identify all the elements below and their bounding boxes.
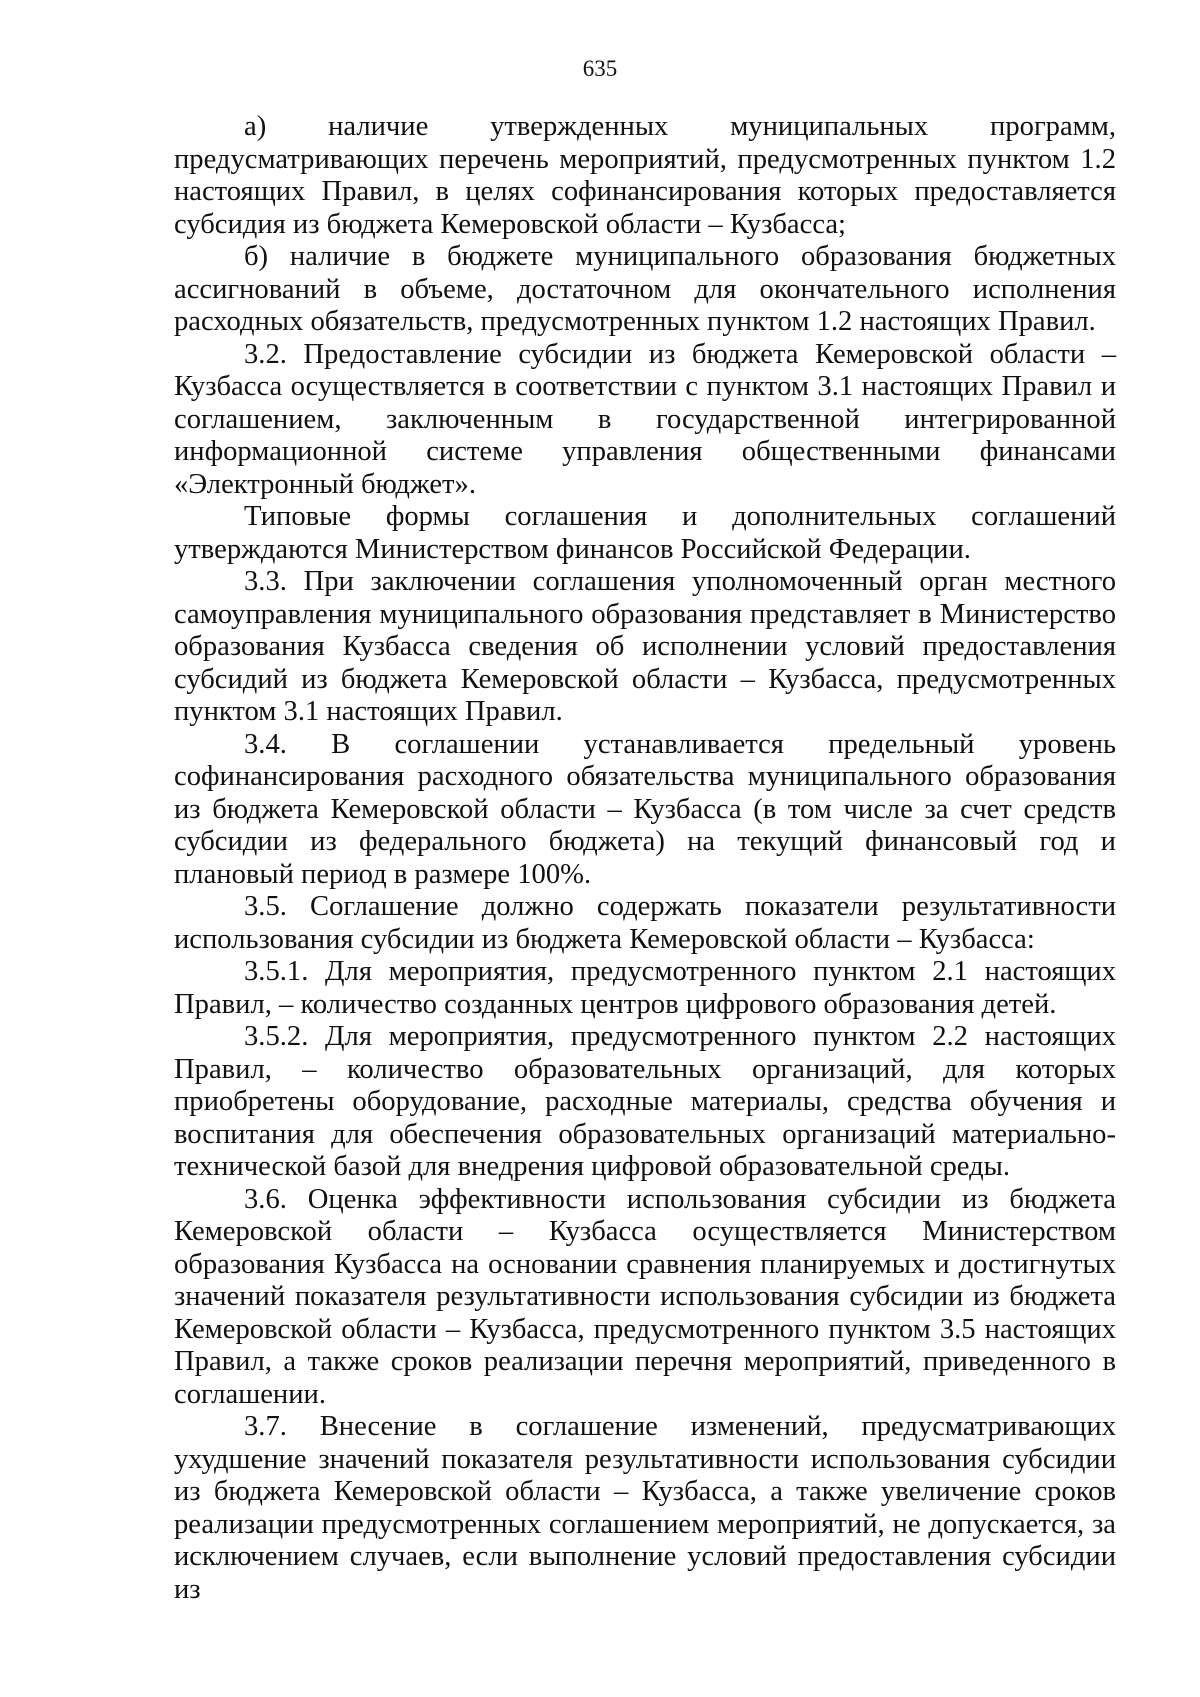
paragraph-3-6: 3.6. Оценка эффективности использования субсидии из бюджета Кемеровской области – Кузбасса осуществляется Министерством образования Кузбасса на основании сравнения планируемых и достигнутых значений показателя результативности использования субсидии из бюджета Кемеровской области – Кузбасса, предусмотренного пунктом 3.5 настоящих Правил, а также сроков реализации перечня мероприятий, приведенного в соглашении.	[174, 1183, 1116, 1410]
paragraph-3-5-2: 3.5.2. Для мероприятия, предусмотренного пунктом 2.2 настоящих Правил, – количество образовательных организаций, для которых приобретены оборудование, расходные материалы, средства обучения и воспитания для обеспечения образовательных организаций материально-технической базой для внедрения цифровой образовательной среды.	[174, 1021, 1116, 1182]
paragraph-3-5-1: 3.5.1. Для мероприятия, предусмотренного пунктом 2.1 настоящих Правил, – количество созданных центров цифрового образования детей.	[174, 956, 1116, 1020]
paragraph-3-7: 3.7. Внесение в соглашение изменений, предусматривающих ухудшение значений показателя результативности использования субсидии из бюджета Кемеровской области – Кузбасса, а также увеличение сроков реализации предусмотренных соглашением мероприятий, не допускается, за исключением случаев, если выполнение условий предоставления субсидии из	[174, 1411, 1116, 1605]
paragraph-3-2: 3.2. Предоставление субсидии из бюджета Кемеровской области – Кузбасса осуществляется в соответствии с пунктом 3.1 настоящих Правил и соглашением, заключенным в государственной интегрированной информационной системе управления общественными финансами «Электронный бюджет».	[174, 338, 1116, 500]
paragraph-standard-forms: Типовые формы соглашения и дополнительных соглашений утверждаются Министерством финансов Российской Федерации.	[174, 501, 1116, 565]
paragraph-3-4: 3.4. В соглашении устанавливается предельный уровень софинансирования расходного обязательства муниципального образования из бюджета Кемеровской области – Кузбасса (в том числе за счет средств субсидии из федерального бюджета) на текущий финансовый год и плановый период в размере 100%.	[174, 728, 1116, 890]
paragraph-3-5: 3.5. Соглашение должно содержать показатели результативности использования субсидии из бюджета Кемеровской области – Кузбасса:	[174, 891, 1116, 955]
page-number: 635	[582, 56, 618, 81]
paragraph-3-3: 3.3. При заключении соглашения уполномоченный орган местного самоуправления муниципального образования представляет в Министерство образования Кузбасса сведения об исполнении условий предоставления субсидий из бюджета Кемеровской области – Кузбасса, предусмотренных пунктом 3.1 настоящих Правил.	[174, 566, 1116, 727]
document-body	[174, 111, 1116, 1606]
paragraph-item-b: б) наличие в бюджете муниципального образования бюджетных ассигнований в объеме, достаточном для окончательного исполнения расходных обязательств, предусмотренных пунктом 1.2 настоящих Правил.	[174, 241, 1116, 337]
paragraph-item-a: а) наличие утвержденных муниципальных программ, предусматривающих перечень мероприятий, предусмотренных пунктом 1.2 настоящих Правил, в целях софинансирования которых предоставляется субсидия из бюджета Кемеровской области – Кузбасса;	[174, 111, 1116, 240]
